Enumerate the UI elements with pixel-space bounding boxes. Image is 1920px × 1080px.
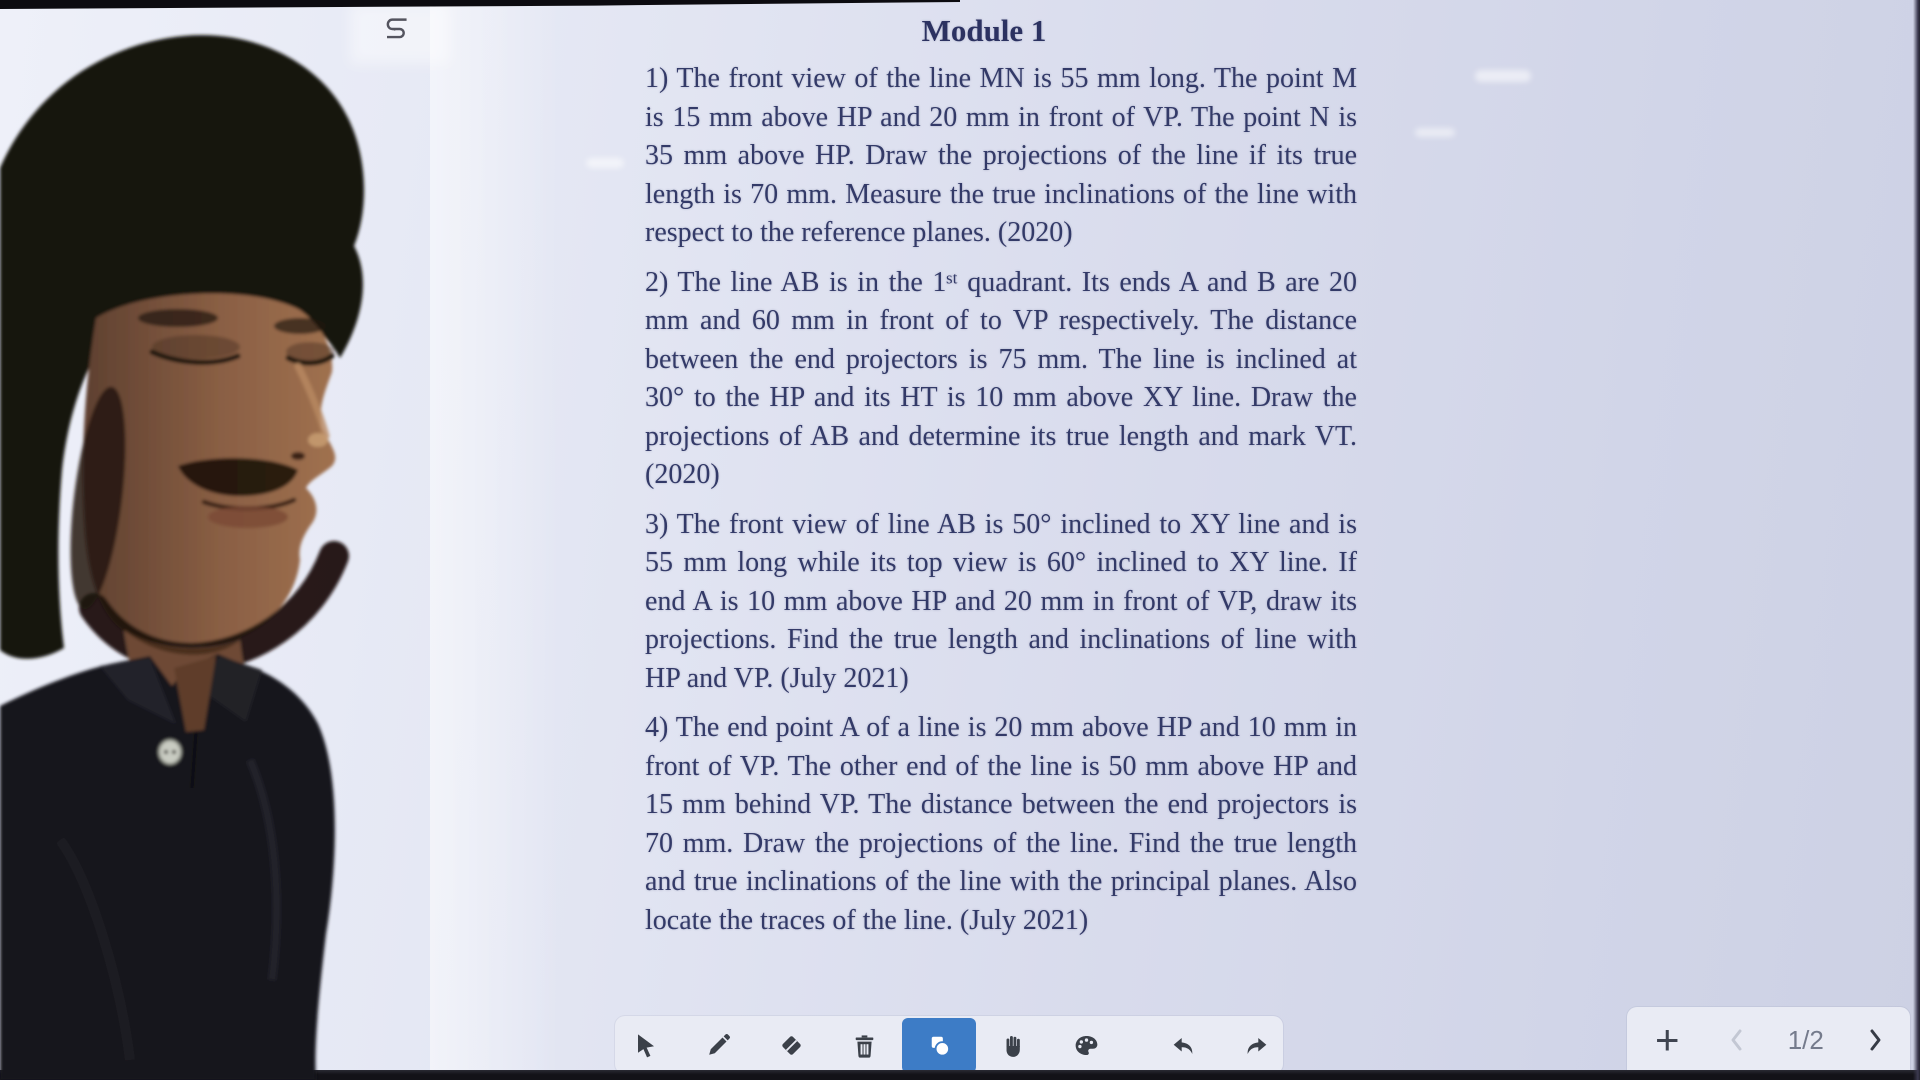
previous-page-button[interactable] [1724,1025,1750,1055]
shapes-tool-button[interactable] [902,1018,976,1073]
eraser-icon [776,1030,807,1061]
shapes-icon [924,1030,955,1061]
glare-streak [1415,128,1455,137]
pen-tool-button[interactable] [689,1019,747,1071]
undo-arrow-icon [1168,1030,1199,1061]
pencil-icon [703,1030,734,1061]
glare-streak [586,158,624,168]
chevron-left-icon [1724,1025,1750,1055]
glare-streak [1475,70,1531,82]
hand-icon [998,1030,1029,1061]
whiteboard-page[interactable] [645,8,1357,951]
pagination-bar [1627,1007,1910,1073]
select-tool-button[interactable] [616,1019,674,1071]
trash-icon [849,1030,880,1061]
chevron-right-icon [1862,1025,1888,1055]
cursor-icon [630,1030,661,1061]
pan-tool-button[interactable] [984,1019,1042,1071]
next-page-button[interactable] [1862,1025,1888,1055]
palette-icon [1071,1030,1102,1061]
question-paragraph: 1) The front view of the line MN is 55 mm long. The point M is 15 mm above HP and 20 mm in front of VP. The point N is 35 mm above HP. Draw the projections of the line if its true length is 70 mm. Measure the true inclinations of the line with respect to the reference planes. (2020) [645,63,1357,248]
question-paragraph: 4) The end point A of a line is 20 mm above HP and 10 mm in front of VP. The other end of the line is 50 mm above HP and 15 mm behind VP. The distance between the end projectors is 70 mm. Draw the projections of the line. Find the true length and true inclinations of the line with the principal planes. Also locate the traces of the line. (July 2021) [645,712,1357,936]
question-paragraph: 2) The line AB is in the 1ˢᵗ quadrant. Its ends A and B are 20 mm and 60 mm in front of to VP respectively. The distance between the end projectors is 75 mm. The line is inclined at 30° to the HP and its HT is 10 mm above XY line. Draw the projections of AB and determine its true length and mark VT. (2020) [645,266,1357,490]
add-page-button[interactable]: + [1649,1019,1686,1061]
question-paragraph: 3) The front view of line AB is 50° inclined to XY line and is 55 mm long while its top view is 60° inclined to XY line. If end A is 10 mm above HP and 20 mm in front of VP, draw its projections. Find the true length and inclinations of line with HP and VP. (July 2021) [645,508,1357,694]
undo-button[interactable] [1154,1019,1212,1071]
color-palette-button[interactable] [1057,1019,1115,1071]
screen-bezel-right [1913,0,1920,1080]
eraser-tool-button[interactable] [762,1019,820,1071]
page-indicator: 1/2 [1787,1024,1824,1055]
delete-tool-button[interactable] [835,1019,893,1071]
redo-arrow-icon [1241,1030,1272,1061]
presenter [0,0,480,1080]
page-title: Module 1 [921,13,1047,48]
redo-button[interactable] [1227,1019,1285,1071]
